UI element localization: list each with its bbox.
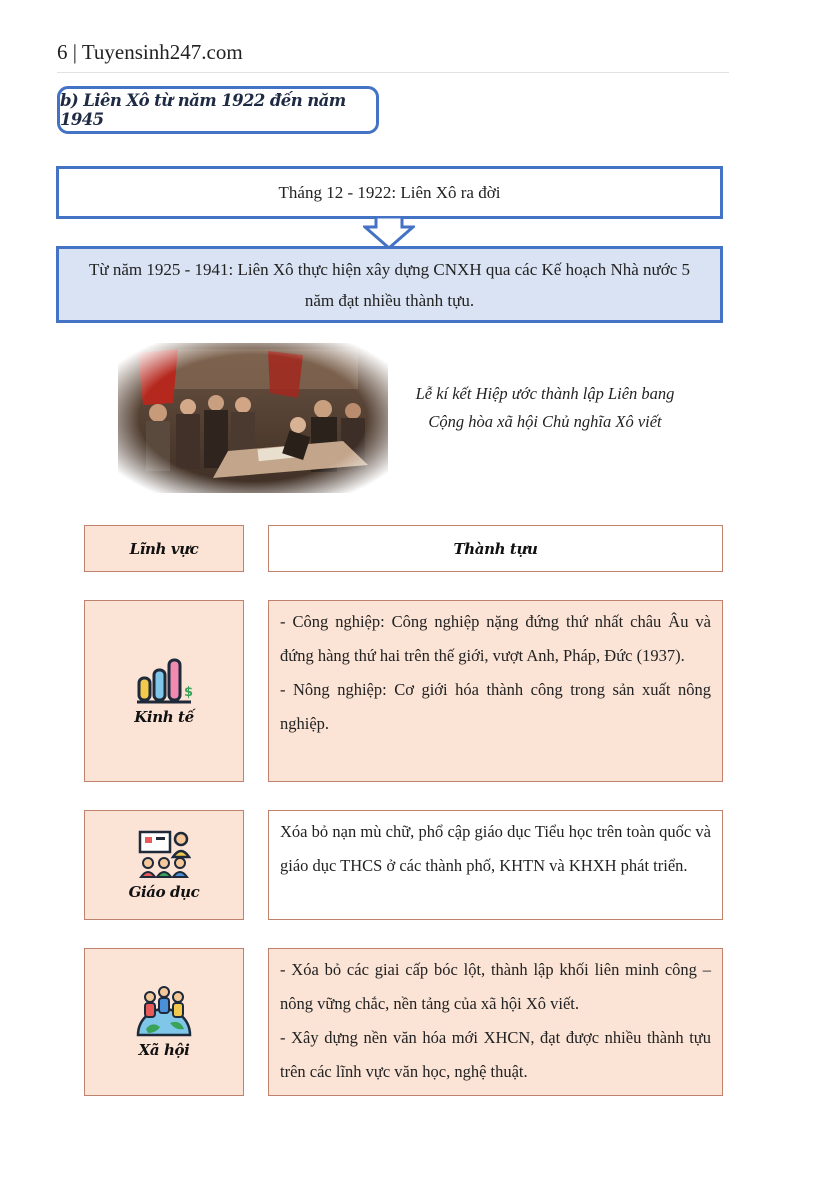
flow-step-1-text: Tháng 12 - 1922: Liên Xô ra đời (278, 182, 501, 202)
flow-step-1 (56, 166, 723, 219)
field-society (84, 948, 244, 1096)
field-economy-label: Kinh tế (134, 708, 194, 726)
page-header-text: 6 | Tuyensinh247.com (57, 40, 243, 64)
header-achievement (268, 525, 723, 572)
bar-chart-icon (135, 656, 193, 704)
flow-step-2-text: Từ năm 1925 - 1941: Liên Xô thực hiện xây dựng CNXH qua các Kế hoạch Nhà nước 5 năm đạt nhiều thành tựu. (88, 259, 691, 310)
treaty-signing-photo (118, 343, 388, 493)
people-globe-icon (134, 985, 194, 1037)
flow-step-2 (56, 246, 723, 323)
classroom-icon (137, 829, 191, 879)
achievement-line: Xóa bỏ nạn mù chữ, phổ cập giáo dục Tiểu học trên toàn quốc và giáo dục THCS ở các thành phố, KHTN và KHXH phát triển. (280, 822, 711, 875)
header-field (84, 525, 244, 572)
page-header (57, 40, 729, 73)
field-education-label: Giáo dục (128, 883, 200, 901)
photo-caption: Lễ kí kết Hiệp ước thành lập Liên bang Cộng hòa xã hội Chủ nghĩa Xô viết (415, 384, 675, 431)
section-title (57, 86, 379, 134)
achievement-society (268, 948, 723, 1096)
achievement-line: - Xóa bỏ các giai cấp bóc lột, thành lập khối liên minh công – nông vững chắc, nền tảng của xã hội Xô viết. (280, 960, 711, 1013)
achievement-line: - Nông nghiệp: Cơ giới hóa thành công trong sản xuất nông nghiệp. (280, 680, 711, 733)
header-field-text: Lĩnh vực (129, 539, 199, 558)
field-education (84, 810, 244, 920)
achievement-line: - Công nghiệp: Công nghiệp nặng đứng thứ nhất châu Âu và đứng hàng thứ hai trên thế giới, vượt Anh, Pháp, Đức (1937). (280, 612, 711, 665)
svg-text:$: $ (184, 685, 193, 700)
header-achievement-text: Thành tựu (453, 539, 538, 558)
achievement-line: - Xây dựng nền văn hóa mới XHCN, đạt được nhiều thành tựu trên các lĩnh vực văn học, nghệ thuật. (280, 1028, 711, 1081)
field-society-label: Xã hội (138, 1041, 190, 1059)
field-economy (84, 600, 244, 782)
down-arrow-icon (363, 216, 415, 250)
achievement-economy (268, 600, 723, 782)
section-title-text: b) Liên Xô từ năm 1922 đến năm 1945 (60, 91, 346, 129)
achievement-education (268, 810, 723, 920)
